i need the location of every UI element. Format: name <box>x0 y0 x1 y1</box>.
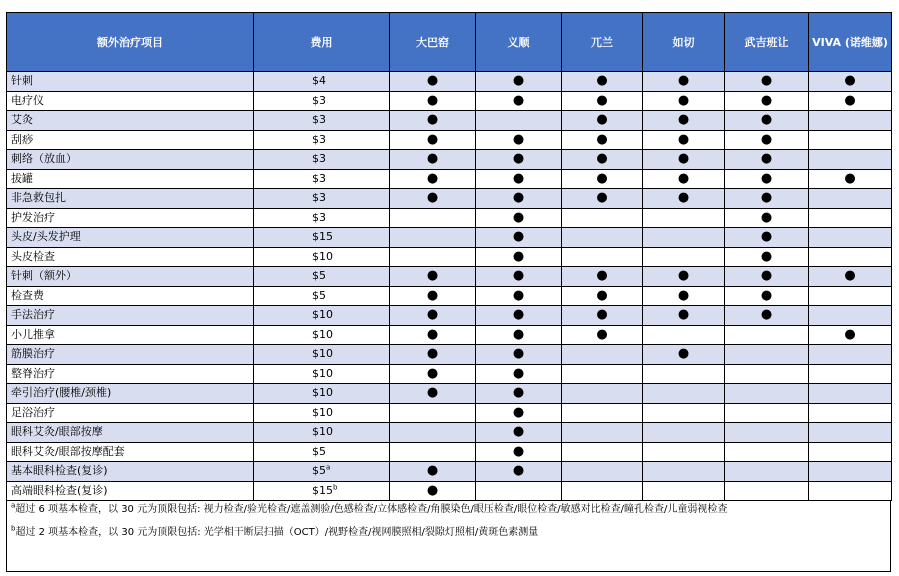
fee-cell <box>254 462 390 482</box>
table-row <box>7 345 892 365</box>
availability-dot: ● <box>476 91 562 111</box>
availability-empty <box>809 286 892 306</box>
fee-cell <box>254 208 390 228</box>
fee-footnote-marker: a <box>326 463 331 472</box>
availability-dot: ● <box>390 72 476 92</box>
availability-empty <box>725 423 809 443</box>
header-treatment-item: 额外治疗项目 <box>7 13 254 72</box>
header-toa-payoh: 大巴窑 <box>390 13 476 72</box>
availability-empty <box>725 403 809 423</box>
availability-dot: ● <box>476 169 562 189</box>
availability-empty <box>390 208 476 228</box>
availability-empty <box>725 481 809 501</box>
treatment-name: 检查费 <box>7 286 254 306</box>
availability-dot: ● <box>725 111 809 131</box>
footnote-a <box>11 501 728 516</box>
table-row <box>7 306 892 326</box>
table-row <box>7 111 892 131</box>
availability-dot: ● <box>809 91 892 111</box>
availability-dot: ● <box>390 384 476 404</box>
availability-empty <box>643 208 725 228</box>
availability-empty <box>725 462 809 482</box>
availability-empty <box>643 403 725 423</box>
availability-dot: ● <box>725 91 809 111</box>
availability-dot: ● <box>562 91 643 111</box>
availability-dot: ● <box>476 384 562 404</box>
availability-empty <box>390 228 476 248</box>
availability-dot: ● <box>725 228 809 248</box>
availability-empty <box>725 325 809 345</box>
availability-empty <box>390 442 476 462</box>
table-row <box>7 286 892 306</box>
availability-empty <box>562 481 643 501</box>
availability-dot: ● <box>643 111 725 131</box>
fee-cell <box>254 267 390 287</box>
availability-empty <box>643 423 725 443</box>
availability-dot: ● <box>390 267 476 287</box>
availability-empty <box>643 325 725 345</box>
availability-dot: ● <box>562 169 643 189</box>
fee-cell <box>254 130 390 150</box>
availability-empty <box>809 403 892 423</box>
fee-cell <box>254 442 390 462</box>
treatment-name: 电疗仪 <box>7 91 254 111</box>
header-fee: 费用 <box>254 13 390 72</box>
availability-dot: ● <box>390 91 476 111</box>
fee-value: $10 <box>312 425 333 439</box>
availability-dot: ● <box>725 306 809 326</box>
availability-dot: ● <box>643 150 725 170</box>
fee-value: $10 <box>312 405 333 419</box>
fee-value: $10 <box>312 308 333 322</box>
availability-dot: ● <box>390 481 476 501</box>
availability-empty <box>643 247 725 267</box>
table-row <box>7 403 892 423</box>
fee-cell <box>254 111 390 131</box>
footnotes <box>6 501 891 572</box>
fee-value: $5 <box>312 288 326 302</box>
fee-value: $10 <box>312 347 333 361</box>
table-row <box>7 423 892 443</box>
fee-value: $10 <box>312 249 333 263</box>
availability-dot: ● <box>476 130 562 150</box>
fee-cell <box>254 481 390 501</box>
table-body <box>7 72 892 501</box>
availability-dot: ● <box>725 286 809 306</box>
availability-empty <box>809 364 892 384</box>
table-row <box>7 189 892 209</box>
table-row <box>7 91 892 111</box>
footnote-b <box>11 524 539 539</box>
availability-dot: ● <box>725 189 809 209</box>
availability-dot: ● <box>390 150 476 170</box>
availability-dot: ● <box>643 286 725 306</box>
availability-empty <box>562 364 643 384</box>
availability-dot: ● <box>562 111 643 131</box>
treatment-name: 头皮/头发护理 <box>7 228 254 248</box>
fee-cell <box>254 325 390 345</box>
treatment-name: 牵引治疗(腰椎/颈椎) <box>7 384 254 404</box>
treatment-name: 针刺（额外） <box>7 267 254 287</box>
table-row <box>7 364 892 384</box>
availability-empty <box>809 462 892 482</box>
availability-empty <box>390 423 476 443</box>
fee-cell <box>254 169 390 189</box>
fee-cell <box>254 72 390 92</box>
availability-dot: ● <box>562 150 643 170</box>
availability-empty <box>562 345 643 365</box>
availability-dot: ● <box>476 228 562 248</box>
availability-empty <box>562 423 643 443</box>
availability-empty <box>476 481 562 501</box>
table-row <box>7 247 892 267</box>
availability-dot: ● <box>725 72 809 92</box>
availability-dot: ● <box>643 72 725 92</box>
availability-empty <box>809 111 892 131</box>
treatment-name: 针刺 <box>7 72 254 92</box>
treatment-name: 护发治疗 <box>7 208 254 228</box>
availability-dot: ● <box>476 403 562 423</box>
availability-dot: ● <box>562 267 643 287</box>
availability-dot: ● <box>476 345 562 365</box>
availability-empty <box>390 403 476 423</box>
fee-cell <box>254 91 390 111</box>
fee-cell <box>254 247 390 267</box>
availability-dot: ● <box>643 345 725 365</box>
availability-dot: ● <box>643 91 725 111</box>
fee-value: $5 <box>312 269 326 283</box>
table-row <box>7 462 892 482</box>
availability-empty <box>562 384 643 404</box>
fee-cell <box>254 364 390 384</box>
fee-value: $3 <box>312 152 326 166</box>
treatment-name: 足浴治疗 <box>7 403 254 423</box>
availability-empty <box>643 481 725 501</box>
availability-empty <box>809 384 892 404</box>
fee-value: $3 <box>312 132 326 146</box>
fee-value: $10 <box>312 386 333 400</box>
availability-dot: ● <box>476 462 562 482</box>
treatment-name: 头皮检查 <box>7 247 254 267</box>
header-joo-chiat: 如切 <box>643 13 725 72</box>
availability-empty <box>725 364 809 384</box>
fee-cell <box>254 423 390 443</box>
availability-dot: ● <box>643 169 725 189</box>
fee-cell <box>254 228 390 248</box>
fee-value: $5 <box>312 464 326 478</box>
table-row <box>7 442 892 462</box>
header-yishun: 义顺 <box>476 13 562 72</box>
availability-empty <box>809 130 892 150</box>
availability-empty <box>643 384 725 404</box>
fee-value: $15 <box>312 230 333 244</box>
fee-value: $5 <box>312 444 326 458</box>
fee-value: $15 <box>312 483 333 497</box>
treatment-name: 刮痧 <box>7 130 254 150</box>
availability-empty <box>809 345 892 365</box>
availability-dot: ● <box>476 286 562 306</box>
availability-dot: ● <box>725 169 809 189</box>
header-woodlands: 兀兰 <box>562 13 643 72</box>
availability-dot: ● <box>476 150 562 170</box>
fee-cell <box>254 286 390 306</box>
fee-cell <box>254 306 390 326</box>
availability-empty <box>562 462 643 482</box>
footnote-b-marker: b <box>11 524 16 533</box>
availability-empty <box>725 345 809 365</box>
availability-dot: ● <box>643 189 725 209</box>
availability-empty <box>562 442 643 462</box>
availability-dot: ● <box>562 130 643 150</box>
fee-cell <box>254 150 390 170</box>
table-row <box>7 72 892 92</box>
availability-empty <box>562 247 643 267</box>
availability-empty <box>643 462 725 482</box>
availability-empty <box>809 481 892 501</box>
availability-empty <box>809 189 892 209</box>
table-row <box>7 325 892 345</box>
header-bukit-panjang: 武吉班让 <box>725 13 809 72</box>
availability-empty <box>809 423 892 443</box>
availability-dot: ● <box>390 306 476 326</box>
fee-cell <box>254 384 390 404</box>
availability-dot: ● <box>725 130 809 150</box>
fee-value: $3 <box>312 191 326 205</box>
availability-dot: ● <box>390 189 476 209</box>
table-row <box>7 169 892 189</box>
treatment-name: 手法治疗 <box>7 306 254 326</box>
header-viva-novena: VIVA (诺维娜) <box>809 13 892 72</box>
availability-dot: ● <box>725 208 809 228</box>
treatment-name: 整脊治疗 <box>7 364 254 384</box>
availability-empty <box>390 247 476 267</box>
availability-empty <box>809 228 892 248</box>
availability-dot: ● <box>390 130 476 150</box>
availability-empty <box>643 364 725 384</box>
availability-empty <box>809 247 892 267</box>
availability-dot: ● <box>643 306 725 326</box>
treatment-name: 基本眼科检查(复诊) <box>7 462 254 482</box>
fee-value: $3 <box>312 113 326 127</box>
treatment-name: 拔罐 <box>7 169 254 189</box>
fee-cell <box>254 403 390 423</box>
availability-dot: ● <box>562 72 643 92</box>
fee-value: $4 <box>312 74 326 88</box>
availability-dot: ● <box>809 267 892 287</box>
table-row <box>7 208 892 228</box>
availability-empty <box>809 306 892 326</box>
treatment-price-document <box>6 12 891 572</box>
availability-dot: ● <box>476 189 562 209</box>
table-row <box>7 384 892 404</box>
footnote-a-marker: a <box>11 501 16 510</box>
availability-empty <box>809 150 892 170</box>
footnote-a-text: 超过 6 项基本检查，以 30 元为顶限包括: 视力检查/验光检查/遮盖测验/色感检查/立体感检查/角膜染色/眼压检查/眼位检查/敏感对比检查/瞳孔检查/儿童弱视检查 <box>15 504 728 515</box>
fee-cell <box>254 345 390 365</box>
availability-dot: ● <box>562 306 643 326</box>
availability-dot: ● <box>390 325 476 345</box>
treatment-fee-table <box>6 12 892 501</box>
availability-dot: ● <box>476 442 562 462</box>
availability-dot: ● <box>390 286 476 306</box>
availability-empty <box>809 442 892 462</box>
availability-empty <box>562 228 643 248</box>
availability-dot: ● <box>562 286 643 306</box>
table-row <box>7 150 892 170</box>
availability-dot: ● <box>562 189 643 209</box>
availability-dot: ● <box>643 130 725 150</box>
availability-dot: ● <box>476 423 562 443</box>
availability-empty <box>476 111 562 131</box>
fee-value: $10 <box>312 327 333 341</box>
availability-dot: ● <box>476 72 562 92</box>
treatment-name: 眼科艾灸/眼部按摩配套 <box>7 442 254 462</box>
availability-dot: ● <box>476 364 562 384</box>
availability-dot: ● <box>476 325 562 345</box>
availability-dot: ● <box>809 325 892 345</box>
treatment-name: 小儿推拿 <box>7 325 254 345</box>
availability-dot: ● <box>476 208 562 228</box>
availability-dot: ● <box>809 72 892 92</box>
availability-dot: ● <box>809 169 892 189</box>
availability-dot: ● <box>476 306 562 326</box>
treatment-name: 眼科艾灸/眼部按摩 <box>7 423 254 443</box>
availability-dot: ● <box>725 247 809 267</box>
availability-dot: ● <box>476 247 562 267</box>
availability-empty <box>643 442 725 462</box>
treatment-name: 艾灸 <box>7 111 254 131</box>
fee-value: $3 <box>312 210 326 224</box>
table-row <box>7 228 892 248</box>
availability-dot: ● <box>390 462 476 482</box>
availability-dot: ● <box>390 364 476 384</box>
fee-value: $3 <box>312 171 326 185</box>
treatment-name: 筋膜治疗 <box>7 345 254 365</box>
availability-empty <box>562 208 643 228</box>
availability-dot: ● <box>643 267 725 287</box>
availability-empty <box>562 403 643 423</box>
availability-dot: ● <box>725 267 809 287</box>
table-row <box>7 130 892 150</box>
availability-empty <box>725 442 809 462</box>
availability-empty <box>643 228 725 248</box>
table-row <box>7 481 892 501</box>
availability-dot: ● <box>562 325 643 345</box>
fee-value: $10 <box>312 366 333 380</box>
treatment-name: 高端眼科检查(复诊) <box>7 481 254 501</box>
fee-footnote-marker: b <box>333 483 338 492</box>
availability-dot: ● <box>390 169 476 189</box>
availability-dot: ● <box>476 267 562 287</box>
availability-dot: ● <box>725 150 809 170</box>
treatment-name: 非急救包扎 <box>7 189 254 209</box>
availability-empty <box>809 208 892 228</box>
footnote-b-text: 超过 2 项基本检查，以 30 元为顶限包括: 光学相干断层扫描（OCT）/视野检查/视网膜照相/裂隙灯照相/黄斑色素测量 <box>15 527 539 538</box>
availability-dot: ● <box>390 345 476 365</box>
treatment-name: 刺络（放血） <box>7 150 254 170</box>
availability-empty <box>725 384 809 404</box>
fee-cell <box>254 189 390 209</box>
fee-value: $3 <box>312 93 326 107</box>
table-row <box>7 267 892 287</box>
availability-dot: ● <box>390 111 476 131</box>
table-header-row <box>7 13 892 72</box>
